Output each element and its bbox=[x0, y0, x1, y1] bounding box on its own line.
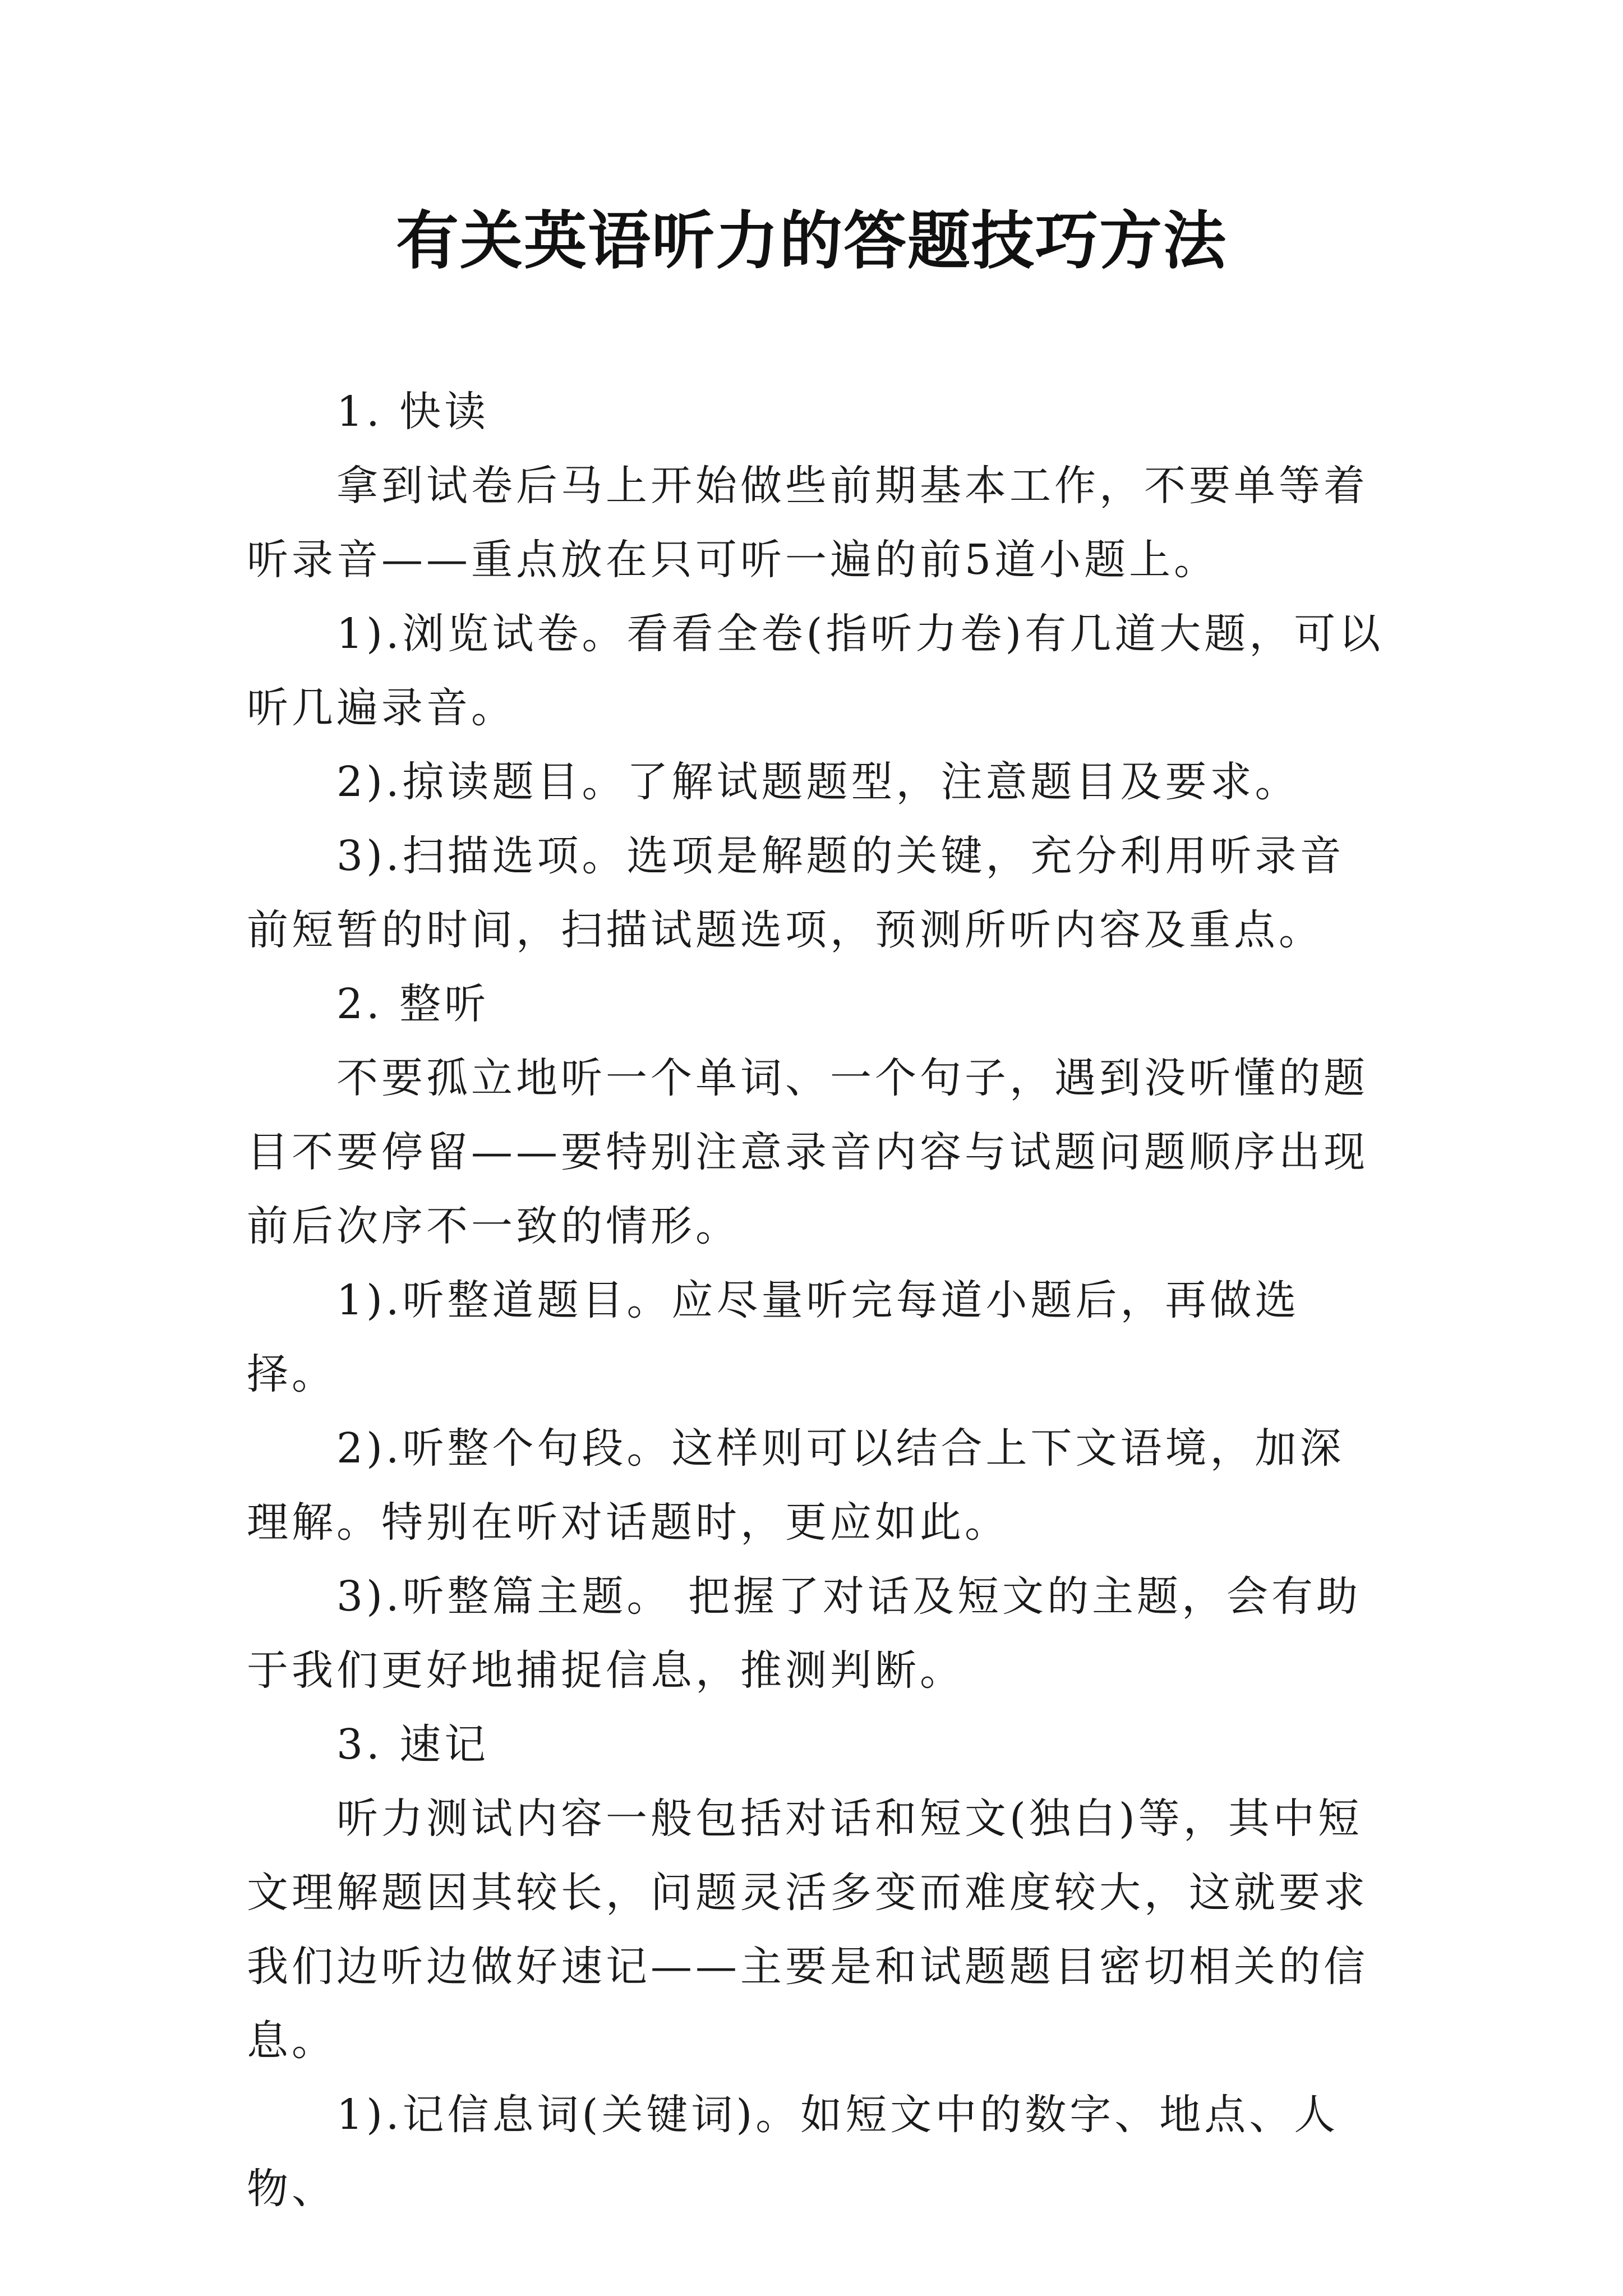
paragraph: 1).浏览试卷。看看全卷(指听力卷)有几道大题，可以听几遍录音。 bbox=[247, 610, 1384, 732]
section-heading-quick-read: 1. 快读 bbox=[336, 388, 490, 436]
paragraph: 1).记信息词(关键词)。如短文中的数字、地点、人物、 bbox=[247, 2091, 1339, 2213]
paragraph: 听力测试内容一般包括对话和短文(独白)等，其中短文理解题因其较长，问题灵活多变而难度较大，这就要求我们边听边做好速记——主要是和试题题目密切相关的信息。 bbox=[247, 1795, 1368, 2065]
paragraph: 2).掠读题目。了解试题题型，注意题目及要求。 bbox=[336, 758, 1300, 806]
paragraph: 3).听整篇主题。 把握了对话及短文的主题，会有助于我们更好地捕捉信息，推测判断。 bbox=[247, 1572, 1361, 1695]
paragraph: 拿到试卷后马上开始做些前期基本工作，不要单等着听录音——重点放在只可听一遍的前5道小题上。 bbox=[247, 462, 1368, 584]
section-heading-whole-listening: 2. 整听 bbox=[336, 980, 490, 1028]
page-title: 有关英语听力的答题技巧方法 bbox=[396, 204, 1227, 278]
paragraph: 2).听整个句段。这样则可以结合上下文语境，加深理解。特别在听对话题时，更应如此。 bbox=[247, 1424, 1345, 1547]
paragraph: 1).听整道题目。应尽量听完每道小题后，再做选择。 bbox=[247, 1276, 1300, 1398]
paragraph: 3).扫描选项。选项是解题的关键，充分利用听录音前短暂的时间，扫描试题选项，预测所听内容及重点。 bbox=[247, 832, 1345, 954]
section-heading-shorthand: 3. 速记 bbox=[336, 1720, 490, 1769]
paragraph: 不要孤立地听一个单词、一个句子，遇到没听懂的题目不要停留——要特别注意录音内容与试题问题顺序出现前后次序不一致的情形。 bbox=[247, 1054, 1368, 1250]
document-body bbox=[247, 375, 1385, 2226]
